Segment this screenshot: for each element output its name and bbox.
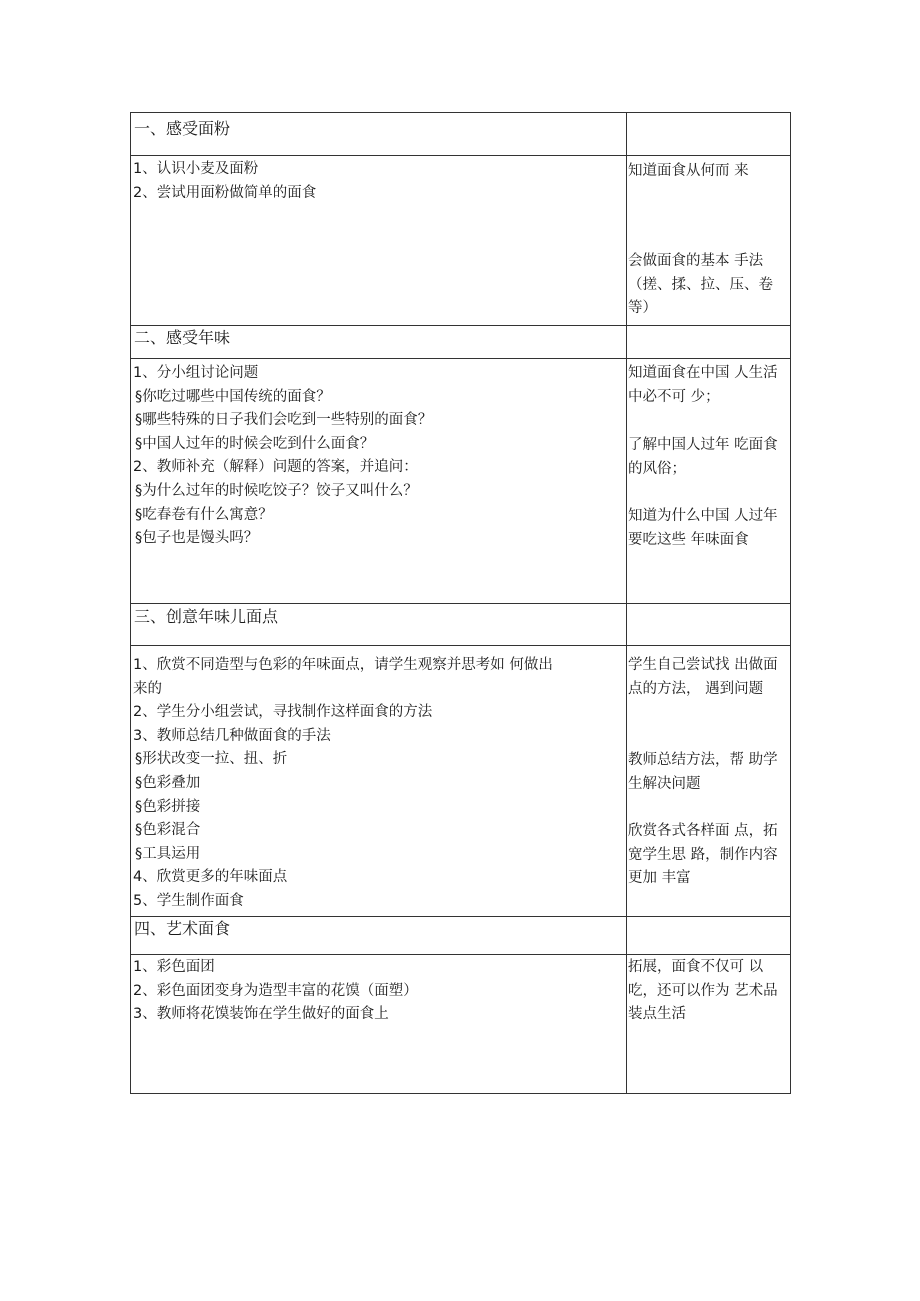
section-steps (133, 956, 418, 1027)
section-steps (133, 654, 553, 914)
step-line: 1、分小组讨论问题 (133, 365, 259, 381)
section-title: 二、感受年味 (134, 328, 231, 347)
row-divider (131, 645, 790, 646)
section-steps (133, 362, 432, 551)
row-divider (131, 155, 790, 156)
step-line: 3、教师总结几种做面食的手法 (133, 727, 331, 744)
row-divider (131, 603, 790, 604)
step-line: §形状改变一拉、扭、折 (135, 751, 288, 768)
lesson-table (130, 112, 791, 1094)
step-line: §哪些特殊的日子我们会吃到一些特别的面食？ (135, 412, 433, 429)
row-divider (131, 954, 790, 955)
step-line: 2、彩色面团变身为造型丰富的花馍（面塑） (133, 982, 418, 999)
step-line: §为什么过年的时候吃饺子？饺子又叫什么？ (135, 482, 418, 499)
step-line: 2、学生分小组尝试，寻找制作这样面食的方法 (133, 704, 433, 721)
step-line: §色彩混合 (135, 822, 201, 839)
step-line: 3、教师将花馍装饰在学生做好的面食上 (133, 1006, 389, 1023)
note: 了解中国人过年 吃面食的风俗； (628, 437, 778, 477)
step-line: §包子也是馒头吗？ (135, 530, 259, 547)
step-line: 1、认识小麦及面粉 (133, 161, 259, 177)
step-line: §色彩拼接 (135, 798, 201, 815)
note: 会做面食的基本 手法 （搓、揉、拉、压、卷等） (628, 253, 773, 317)
note: 拓展，面食不仅可 以吃，还可以作为 艺术品装点生活 (628, 959, 778, 1023)
section-steps (133, 158, 316, 205)
step-line: 2、尝试用面粉做简单的面食 (133, 184, 317, 201)
row-divider (131, 325, 790, 326)
step-line: §中国人过年的时候会吃到什么面食？ (135, 435, 375, 452)
section-title: 三、创意年味儿面点 (134, 607, 279, 626)
section-title: 一、感受面粉 (134, 119, 231, 138)
step-line: §你吃过哪些中国传统的面食？ (135, 388, 331, 405)
row-divider (131, 916, 790, 917)
note: 知道面食从何而 来 (628, 163, 749, 179)
row-divider (131, 358, 790, 359)
step-line: 4、欣赏更多的年味面点 (133, 869, 288, 886)
note: 欣赏各式各样面 点，拓宽学生思 路，制作内容更加 丰富 (628, 823, 778, 887)
step-line: §吃春卷有什么寓意？ (135, 506, 273, 523)
step-line: 2、教师补充（解释）问题的答案，并追问： (133, 459, 418, 476)
step-line: 1、彩色面团 (133, 959, 215, 975)
step-line: 1、欣赏不同造型与色彩的年味面点，请学生观察并思考如 何做出 (133, 657, 553, 673)
note: 学生自己尝试找 出做面点的方法， 遇到问题 (628, 657, 778, 697)
step-line: 来的 (133, 680, 162, 697)
step-line: 5、学生制作面食 (133, 892, 244, 909)
step-line: §色彩叠加 (135, 774, 201, 791)
note: 教师总结方法，帮 助学生解决问题 (628, 752, 778, 792)
section-title: 四、艺术面食 (134, 919, 231, 938)
note: 知道为什么中国 人过年要吃这些 年味面食 (628, 508, 778, 548)
step-line: §工具运用 (135, 845, 201, 862)
note: 知道面食在中国 人生活中必不可 少； (628, 365, 778, 405)
